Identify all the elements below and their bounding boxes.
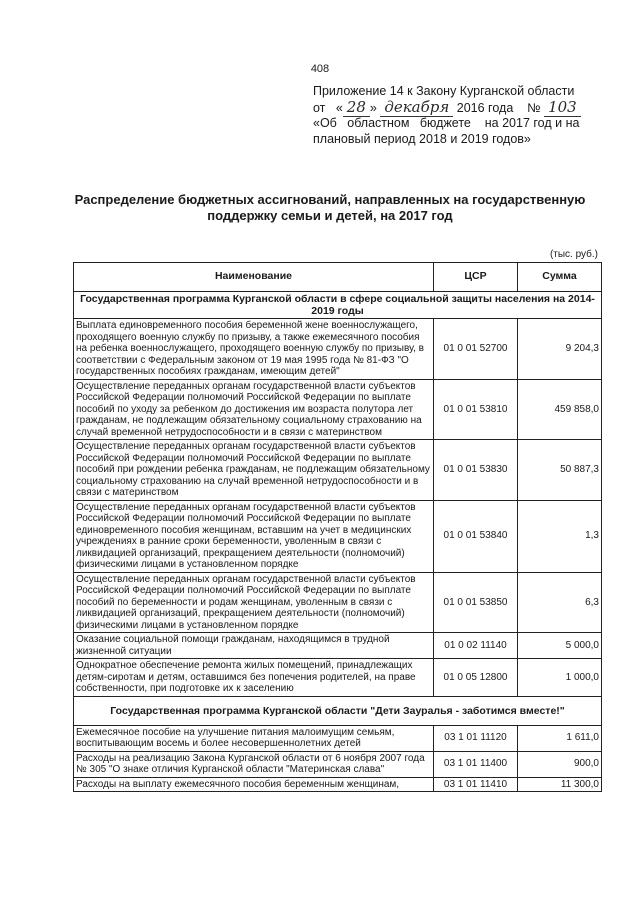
row-code: 03 1 01 11120 — [434, 725, 518, 751]
row-code: 01 0 01 53810 — [434, 379, 518, 440]
program-row — [74, 696, 602, 725]
year-text: 2016 года — [456, 100, 514, 115]
row-sum: 900,0 — [518, 751, 602, 777]
table-row — [74, 440, 602, 501]
row-name: Расходы на выплату ежемесячного пособия беременным женщинам, — [74, 777, 434, 792]
appendix-header — [313, 84, 613, 147]
handwritten-number: 103 — [544, 98, 581, 117]
row-code: 01 0 02 11140 — [434, 633, 518, 659]
row-code: 01 0 05 12800 — [434, 659, 518, 697]
table-row — [74, 777, 602, 792]
budget-table — [73, 262, 602, 792]
row-sum: 459 858,0 — [518, 379, 602, 440]
row-name: Оказание социальной помощи гражданам, находящимся в трудной жизненной ситуации — [74, 633, 434, 659]
row-code: 01 0 01 53850 — [434, 572, 518, 633]
program-2-title: Государственная программа Курганской области "Дети Зауралья - заботимся вместе!" — [74, 696, 602, 725]
row-sum: 5 000,0 — [518, 633, 602, 659]
appendix-line-3: «Об областном бюджете на 2017 год и на — [313, 116, 580, 130]
from-prefix: от — [313, 100, 326, 115]
table-row — [74, 572, 602, 633]
header-sum: Сумма — [518, 263, 602, 292]
number-sign: № — [527, 100, 541, 115]
row-name: Осуществление переданных органам государственной власти субъектов Российской Федерации полномочий Российской Федерации по выплате пособий при рождении ребенка гражданам, не подлежащим обязательному социальному страхованию на случай временной нетрудоспособности и в связи с материнством — [74, 440, 434, 501]
row-sum: 1 000,0 — [518, 659, 602, 697]
row-code: 01 0 01 52700 — [434, 319, 518, 380]
row-name: Осуществление переданных органам государственной власти субъектов Российской Федерации полномочий Российской Федерации по выплате пособий по уходу за ребенком до достижения им возраста полутора лет гражданам, не подлежащим обязательному социальному страхованию на случай временной нетрудоспособности и в связи с материнством — [74, 379, 434, 440]
units-label: (тыс. руб.) — [549, 249, 598, 260]
row-sum: 9 204,3 — [518, 319, 602, 380]
table-row — [74, 379, 602, 440]
row-name: Расходы на реализацию Закона Курганской области от 6 ноября 2007 года № 305 "О знаке отличия Курганской области "Материнская слава" — [74, 751, 434, 777]
row-sum: 1,3 — [518, 500, 602, 572]
row-sum: 50 887,3 — [518, 440, 602, 501]
handwritten-month: декабря — [380, 98, 453, 117]
row-code: 03 1 01 11400 — [434, 751, 518, 777]
appendix-line-2 — [313, 97, 613, 117]
row-name: Однократное обеспечение ремонта жилых помещений, принадлежащих детям-сиротам и детям, оставшимся без попечения родителей, на праве собственности, при подготовке их к заселению — [74, 659, 434, 697]
page-number: 408 — [310, 63, 330, 75]
header-name: Наименование — [74, 263, 434, 292]
row-code: 01 0 01 53830 — [434, 440, 518, 501]
row-sum: 1 611,0 — [518, 725, 602, 751]
document-title: Распределение бюджетных ассигнований, направленных на государственную поддержку семьи и детей, на 2017 год — [74, 192, 586, 223]
open-quote: « — [335, 100, 343, 115]
row-sum: 6,3 — [518, 572, 602, 633]
close-quote: » — [369, 100, 377, 115]
table-row — [74, 659, 602, 697]
row-code: 03 1 01 11410 — [434, 777, 518, 792]
row-name: Осуществление переданных органам государственной власти субъектов Российской Федерации полномочий Российской Федерации по выплате пособий по беременности и родам женщинам, уволенным в связи с ликвидацией организаций, прекращением деятельности (полномочий) физическими лицами в установленном порядке — [74, 572, 434, 633]
row-name: Осуществление переданных органам государственной власти субъектов Российской Федерации полномочий Российской Федерации по выплате единовременного пособия женщинам, вставшим на учет в медицинских учреждениях в ранние сроки беременности, уволенным в связи с ликвидацией организаций, прекращением деятельности (полномочий) физическими лицами в установленном порядке — [74, 500, 434, 572]
program-row — [74, 292, 602, 319]
table-row — [74, 725, 602, 751]
appendix-line-1: Приложение 14 к Закону Курганской области — [313, 84, 575, 98]
handwritten-day: 28 — [343, 98, 370, 117]
table-row — [74, 633, 602, 659]
header-code: ЦСР — [434, 263, 518, 292]
table-header-row — [74, 263, 602, 292]
table-row — [74, 751, 602, 777]
table-row — [74, 500, 602, 572]
program-1-title: Государственная программа Курганской области в сфере социальной защиты населения на 2014-2019 годы — [74, 292, 602, 319]
row-sum: 11 300,0 — [518, 777, 602, 792]
row-name: Выплата единовременного пособия беременной жене военнослужащего, проходящего военную службу по призыву, а также ежемесячного пособия на ребенка военнослужащего, проходящего военную службу по призыву, в соответствии с Федеральным законом от 19 мая 1995 года № 81-ФЗ "О государственных пособиях гражданам, имеющим детей" — [74, 319, 434, 380]
table-row — [74, 319, 602, 380]
row-name: Ежемесячное пособие на улучшение питания малоимущим семьям, воспитывающим восемь и более несовершеннолетних детей — [74, 725, 434, 751]
appendix-line-4: плановый период 2018 и 2019 годов» — [313, 131, 531, 146]
row-code: 01 0 01 53840 — [434, 500, 518, 572]
